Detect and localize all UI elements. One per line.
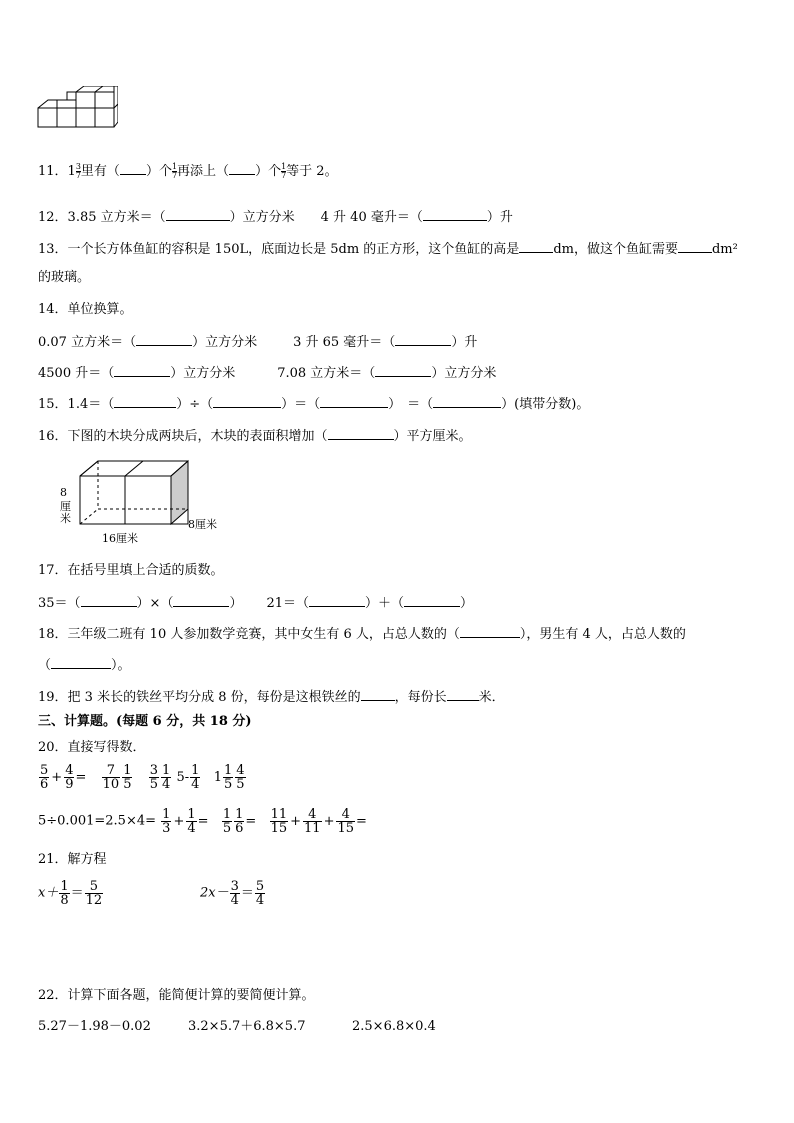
question-22-title: 22．计算下面各题，能简便计算的要简便计算。 — [38, 988, 315, 1003]
q19-text-a: 19．把 3 米长的铁丝平均分成 8 份，每份是这根铁丝的 — [38, 690, 361, 705]
q20-r1-e4-f: $\frac{1}{4}$ — [191, 763, 200, 792]
q12-text-c: 4 升 40 毫升＝（ — [320, 210, 423, 225]
q20-r1-e5-pre: 1 — [213, 770, 222, 785]
q21-e2-eq: ＝ — [240, 885, 254, 901]
q16-text-b: ）平方厘米。 — [393, 429, 472, 444]
q18-text-d: ）。 — [111, 658, 131, 673]
q13-blank-1[interactable] — [519, 240, 553, 253]
q14-r1-text-d: ）升 — [451, 335, 478, 350]
q20-r2-e3-f1: $\frac{1}{3}$ — [162, 807, 171, 836]
q12-blank-1[interactable] — [166, 208, 230, 221]
q20-r1-e5-f1: $\frac{1}{5}$ — [223, 763, 233, 792]
q14-r2-text-c: 7.08 立方米＝（ — [277, 366, 376, 381]
dim-height-li: 厘 — [60, 500, 71, 513]
q15-text-d: ） — [388, 397, 402, 412]
q22-problem-3: 2.5×6.8×0.4 — [352, 1019, 436, 1034]
q20-r2-e4-f2: $\frac{1}{6}$ — [235, 807, 244, 836]
q22-problem-2: 3.2×5.7＋6.8×5.7 — [188, 1019, 306, 1034]
q19-text-c: 米． — [478, 690, 505, 705]
cube-stack-figure — [36, 86, 118, 132]
q21-e1-eq: ＝ — [70, 885, 84, 901]
q18-text-a: 18．三年级二班有 10 人参加数学竞赛，其中女生有 6 人，占总人数的（ — [38, 627, 460, 642]
q13-blank-2[interactable] — [678, 240, 712, 253]
question-14-title: 14．单位换算。 — [38, 302, 133, 317]
q18-text-c: （ — [38, 658, 52, 673]
q17-text-f: ） — [460, 596, 474, 611]
q12-text-b: ）立方分米 — [229, 210, 295, 225]
q17-blank-1[interactable] — [81, 594, 137, 607]
q20-r2-e4-f1: $\frac{1}{5}$ — [222, 807, 232, 836]
q20-row2 — [38, 808, 367, 835]
q12-number: 12． — [38, 210, 68, 225]
q18-blank-1[interactable] — [460, 625, 520, 638]
q20-r1-e2-f2: $\frac{1}{5}$ — [123, 763, 132, 792]
question-14-row2 — [38, 364, 496, 382]
q11-text-1: 1 — [67, 164, 76, 179]
q16-text-a: 16．下图的木块分成两块后，木块的表面积增加（ — [38, 429, 328, 444]
question-16 — [38, 427, 472, 445]
q12-text-d: ）升 — [486, 210, 513, 225]
dim-height-mi: 米 — [60, 512, 71, 525]
q17-text-e: ）＋（ — [365, 596, 405, 611]
q20-r1-e1-f2: $\frac{4}{9}$ — [65, 763, 74, 792]
q11-fraction-3: $\frac{1}{7}$ — [281, 162, 287, 180]
q15-blank-1[interactable] — [114, 395, 176, 408]
q14-blank-4[interactable] — [375, 364, 431, 377]
q14-blank-1[interactable] — [136, 333, 192, 346]
q21-equation-1 — [38, 880, 104, 907]
q20-r2-e5-f3: $\frac{4}{15}$ — [337, 807, 355, 836]
q13-text-a: 13．一个长方体鱼缸的容积是 150L，底面边长是 5dm 的正方形，这个鱼缸的高是 — [38, 242, 520, 257]
q17-blank-4[interactable] — [404, 594, 460, 607]
q21-equation-2 — [200, 880, 266, 907]
q21-e2-frac1: $\frac{3}{4}$ — [230, 879, 239, 908]
section-3-heading: 三、计算题。(每题 6 分，共 18 分) — [38, 714, 252, 729]
q17-text-c: ） — [229, 596, 243, 611]
cuboid-diagram — [54, 458, 234, 550]
q15-text-b: ）÷（ — [176, 397, 214, 412]
question-14-row1 — [38, 333, 477, 351]
q17-text-b: ）×（ — [136, 596, 174, 611]
q20-r1-e5-f2: $\frac{4}{5}$ — [236, 763, 245, 792]
q11-text-6: 等于 2。 — [286, 164, 338, 179]
q14-blank-2[interactable] — [395, 333, 451, 346]
q11-blank-1[interactable] — [120, 162, 146, 175]
q20-r2-e3-eq: = — [197, 814, 209, 829]
q11-fraction-2: $\frac{1}{7}$ — [171, 162, 178, 180]
dim-length: 16厘米 — [102, 532, 138, 545]
q13-text-c: dm² — [711, 242, 738, 257]
q14-blank-3[interactable] — [114, 364, 170, 377]
q12-text-a: 3.85 立方米＝（ — [67, 210, 166, 225]
q20-r2-e5-op2: + — [323, 814, 335, 829]
q18-blank-2[interactable] — [51, 656, 111, 669]
q20-r2-e3-f2: $\frac{1}{4}$ — [187, 807, 196, 836]
q20-r1-e1-op: + — [51, 770, 63, 785]
q11-text-5: ）个 — [255, 164, 282, 179]
q15-text-f: ）(填带分数)。 — [501, 397, 590, 412]
q11-text-2: 里有（ — [80, 164, 120, 179]
q15-text-a: 15．1.4＝（ — [38, 397, 115, 412]
q11-blank-2[interactable] — [229, 162, 255, 175]
q22-problem-1: 5.27－1.98－0.02 — [38, 1019, 151, 1034]
q20-r1-e4-pre: 5- — [176, 770, 190, 785]
q20-r2-e2: 2.5×4= — [105, 813, 157, 829]
q20-r2-e5-eq: = — [356, 814, 367, 829]
question-18 — [38, 625, 686, 643]
q20-r1-e3-f1: $\frac{3}{5}$ — [149, 763, 159, 792]
q11-fraction-1: $\frac{3}{7}$ — [75, 162, 81, 180]
q19-blank-2[interactable] — [447, 688, 479, 701]
question-11 — [38, 162, 338, 180]
q20-r1-e3-f2: $\frac{1}{4}$ — [162, 763, 171, 792]
q21-e1-lhs: x＋ — [38, 885, 59, 901]
question-17-row — [38, 594, 473, 612]
q20-r1-e1-eq: = — [75, 770, 87, 785]
q17-blank-3[interactable] — [309, 594, 365, 607]
q21-e1-frac2: $\frac{5}{12}$ — [85, 879, 103, 908]
q20-r2-e5-f1: $\frac{11}{15}$ — [270, 807, 288, 836]
q14-r1-text-b: ）立方分米 — [192, 335, 258, 350]
q16-blank[interactable] — [328, 427, 394, 440]
q12-blank-2[interactable] — [423, 208, 487, 221]
q11-number: 11． — [38, 164, 68, 179]
q20-r1-e1-f1: $\frac{5}{6}$ — [40, 763, 49, 792]
question-13-line2: 的玻璃。 — [38, 270, 91, 285]
question-18-line2 — [38, 656, 131, 674]
q18-text-b: ），男生有 4 人，占总人数的 — [519, 627, 686, 642]
question-12 — [38, 208, 513, 226]
question-17-title: 17．在括号里填上合适的质数。 — [38, 563, 224, 578]
q20-row1 — [38, 764, 247, 791]
q11-text-4: 再添上（ — [177, 164, 230, 179]
q17-text-d: 21＝（ — [266, 596, 310, 611]
q14-r2-text-d: ）立方分米 — [431, 366, 497, 381]
q20-r2-e3-op: + — [173, 814, 185, 829]
q15-text-e: ＝（ — [407, 397, 434, 412]
q15-blank-4[interactable] — [433, 395, 501, 408]
q15-blank-3[interactable] — [320, 395, 388, 408]
q14-r2-text-b: ）立方分米 — [170, 366, 236, 381]
q15-text-c: ）＝（ — [281, 397, 321, 412]
q21-e2-lhs: 2x－ — [200, 885, 229, 901]
dim-height-8: 8 — [60, 486, 67, 499]
q20-r2-e5-f2: $\frac{4}{11}$ — [304, 807, 321, 836]
q14-r1-text-c: 3 升 65 毫升＝（ — [293, 335, 396, 350]
question-13 — [38, 240, 738, 258]
question-20-title: 20．直接写得数． — [38, 740, 146, 755]
q14-r1-text-a: 0.07 立方米＝（ — [38, 335, 137, 350]
q15-blank-2[interactable] — [213, 395, 281, 408]
q19-text-b: ，每份长 — [394, 690, 447, 705]
q17-text-a: 35＝（ — [38, 596, 81, 611]
q20-r2-e1: 5÷0.001= — [38, 813, 106, 829]
question-15 — [38, 395, 589, 413]
q11-text-3: ）个 — [145, 164, 172, 179]
question-19 — [38, 688, 505, 706]
q20-r1-e2-f1: $\frac{7}{10}$ — [102, 763, 120, 792]
q21-e2-frac2: $\frac{5}{4}$ — [255, 879, 265, 908]
q17-blank-2[interactable] — [173, 594, 229, 607]
question-21-title: 21．解方程 — [38, 852, 107, 867]
q20-r2-e5-op1: + — [290, 814, 302, 829]
q19-blank-1[interactable] — [361, 688, 395, 701]
q20-r2-e4-eq: = — [245, 814, 257, 829]
q14-r2-text-a: 4500 升＝（ — [38, 366, 115, 381]
dim-depth: 8厘米 — [188, 518, 217, 531]
q13-text-b: dm，做这个鱼缸需要 — [553, 242, 678, 257]
q21-e1-frac1: $\frac{1}{8}$ — [60, 879, 69, 908]
